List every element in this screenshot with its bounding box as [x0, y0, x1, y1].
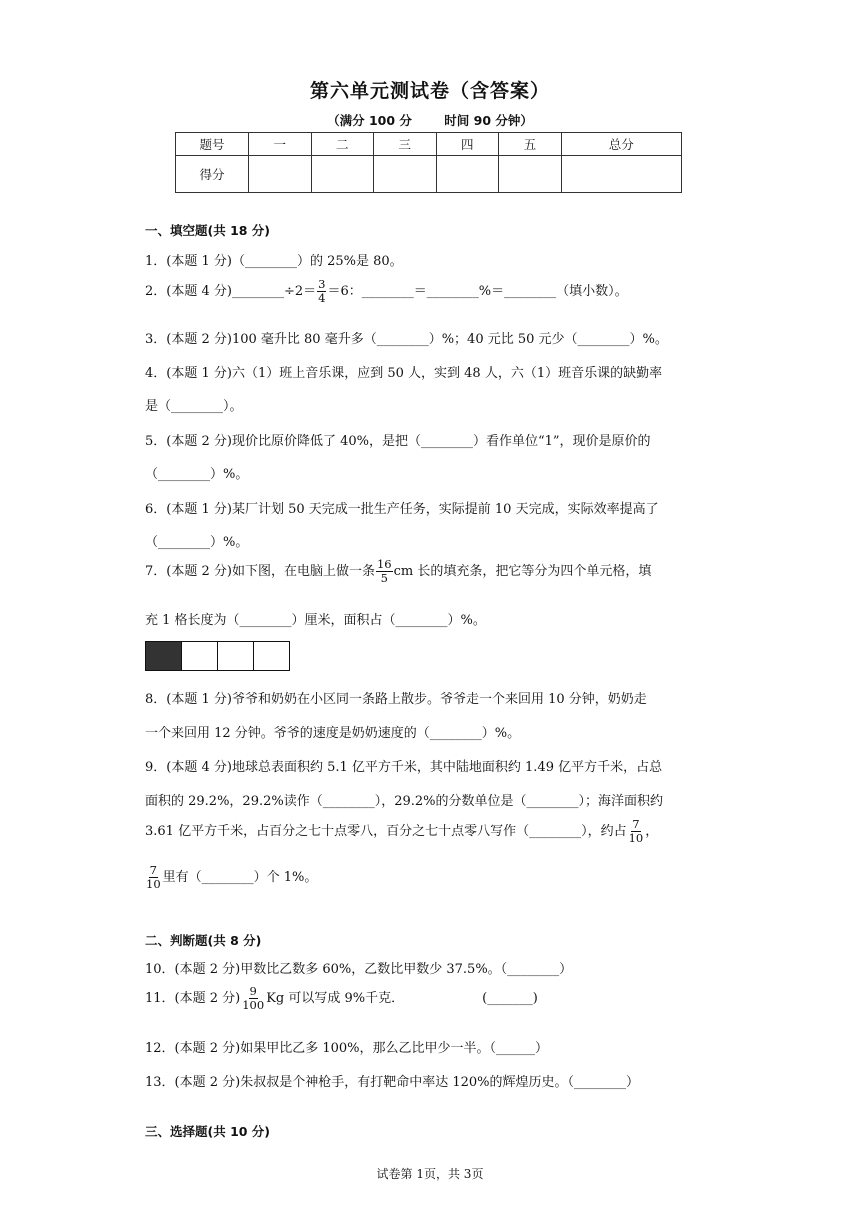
question-4-line-2: 是（________）。	[145, 399, 243, 414]
fill-bar-cell-filled	[146, 642, 181, 670]
score-table-score-row	[176, 156, 682, 193]
question-1: 1．(本题 1 分)（________）的 25%是 80。	[145, 254, 403, 269]
question-11	[145, 985, 715, 1012]
fraction	[317, 278, 326, 305]
full-score: （满分 100 分	[327, 113, 412, 128]
question-4-line-1: 4．(本题 1 分)六（1）班上音乐课，应到 50 人，实到 48 人，六（1）班音乐课的缺勤率	[145, 366, 663, 381]
question-8-line-2: 一个来回用 12 分钟。爷爷的速度是奶奶速度的（________）%。	[145, 726, 521, 741]
question-11-part-b: Kg 可以写成 9%千克．	[266, 991, 405, 1007]
question-7-line-1	[145, 558, 715, 585]
question-2-part-b: ＝6：________＝________%＝________（填小数）。	[327, 284, 628, 300]
score-header-cell: 总分	[561, 133, 681, 156]
exam-info	[0, 111, 860, 129]
question-9-part-c: 3.61 亿平方千米，占百分之七十点零八，百分之七十点零八写作（________），约占	[145, 824, 627, 840]
score-cell	[499, 156, 562, 193]
score-cell	[436, 156, 499, 193]
fill-bar-cell	[253, 642, 289, 670]
question-7-line-2: 充 1 格长度为（________）厘米，面积占（________）%。	[145, 613, 486, 628]
fraction-denominator: 10	[146, 877, 161, 892]
score-header-cell: 三	[374, 133, 437, 156]
score-header-cell: 一	[249, 133, 312, 156]
page-title: 第六单元测试卷（含答案）	[309, 80, 550, 102]
score-header-cell: 四	[436, 133, 499, 156]
fraction-denominator: 4	[318, 291, 326, 306]
score-header-cell: 五	[499, 133, 562, 156]
fraction-numerator: 3	[318, 277, 326, 291]
fraction	[628, 818, 645, 845]
score-header-cell: 二	[311, 133, 374, 156]
question-9-part-d: 里有（________）个 1%。	[162, 870, 318, 886]
fill-bar-cell	[181, 642, 217, 670]
section-true-false: 二、判断题(共 8 分)	[145, 933, 262, 948]
question-10: 10．(本题 2 分)甲数比乙数多 60%，乙数比甲数少 37.5%。（________）	[145, 962, 573, 977]
question-7-part-a: 7．(本题 2 分)如下图，在电脑上做一条	[145, 564, 375, 580]
fraction	[241, 985, 265, 1012]
question-6-line-1: 6．(本题 1 分)某厂计划 50 天完成一批生产任务，实际提前 10 天完成，实际效率提高了	[145, 502, 659, 517]
question-11-answer-blank: (_______)	[482, 991, 538, 1007]
score-header-cell: 题号	[176, 133, 249, 156]
fill-bar-figure	[145, 641, 290, 671]
question-11-part-a: 11．(本题 2 分)	[145, 991, 241, 1007]
page-footer: 试卷第 1页，共 3页	[376, 1167, 484, 1181]
question-5-line-1: 5．(本题 2 分)现价比原价降低了 40%，是把（________）看作单位“1”，现价是原价的	[145, 434, 651, 449]
question-6-line-2: （________）%。	[145, 535, 249, 550]
fraction-denominator: 5	[380, 571, 388, 586]
fill-bar-cell	[217, 642, 253, 670]
question-9-line-2: 面积的 29.2%，29.2%读作（________），29.2%的分数单位是（________）；海洋面积约	[145, 794, 664, 809]
section-multiple-choice: 三、选择题(共 10 分)	[145, 1124, 271, 1139]
question-2-part-a: 2．(本题 4 分)________÷2＝	[145, 284, 317, 300]
question-9-comma: ，	[645, 824, 659, 840]
score-cell	[311, 156, 374, 193]
question-9-line-4	[145, 864, 715, 891]
score-cell	[561, 156, 681, 193]
score-table	[175, 132, 682, 193]
fraction-numerator: 16	[376, 557, 392, 571]
question-8-line-1: 8．(本题 1 分)爷爷和奶奶在小区同一条路上散步。爷爷走一个来回用 10 分钟，奶奶走	[145, 692, 647, 707]
fraction-numerator: 7	[149, 863, 157, 877]
score-cell	[249, 156, 312, 193]
score-table-header-row	[176, 133, 682, 156]
question-7-part-b: cm 长的填充条，把它等分为四个单元格，填	[393, 564, 652, 580]
fraction-denominator: 10	[628, 831, 644, 846]
question-3: 3．(本题 2 分)100 毫升比 80 毫升多（________）%；40 元比 50 元少（________）%。	[145, 332, 668, 347]
time-limit: 时间 90 分钟）	[444, 113, 533, 128]
fraction-denominator: 100	[242, 998, 265, 1013]
fraction-numerator: 9	[249, 984, 257, 998]
fraction	[376, 558, 393, 585]
section-fill-in: 一、填空题(共 18 分)	[145, 223, 271, 238]
question-9-line-3	[145, 818, 715, 845]
fraction	[145, 864, 162, 891]
question-12: 12．(本题 2 分)如果甲比乙多 100%，那么乙比甲少一半。（______）	[145, 1041, 549, 1056]
fraction-numerator: 7	[632, 817, 640, 831]
question-13: 13．(本题 2 分)朱叔叔是个神枪手，有打靶命中率达 120%的辉煌历史。（________）	[145, 1075, 640, 1090]
question-2	[145, 278, 715, 305]
score-row-label: 得分	[176, 156, 249, 193]
score-cell	[374, 156, 437, 193]
question-5-line-2: （________）%。	[145, 467, 249, 482]
question-9-line-1: 9．(本题 4 分)地球总表面积约 5.1 亿平方千米，其中陆地面积约 1.49 亿平方千米，占总	[145, 760, 663, 775]
